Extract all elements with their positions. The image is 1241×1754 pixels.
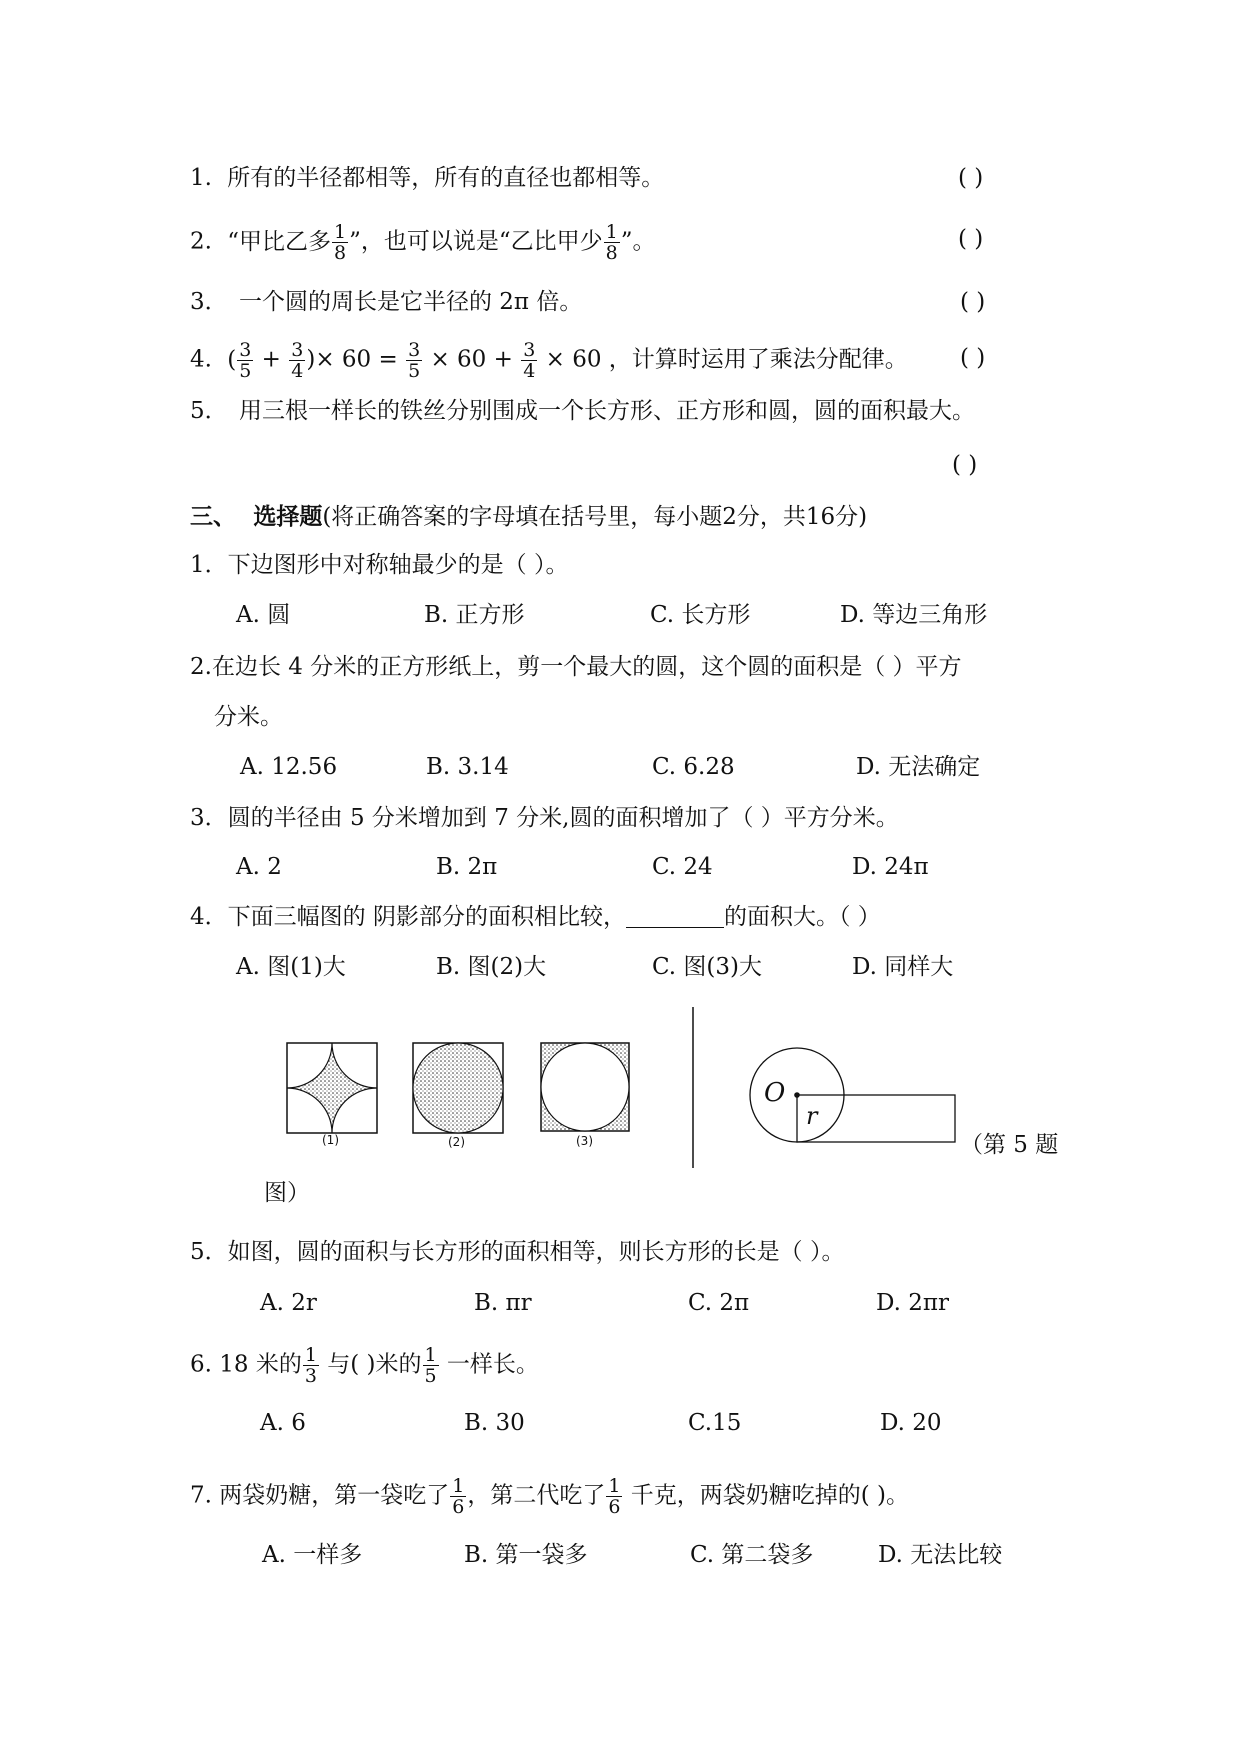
fraction: $\frac{3}{5}$: [408, 339, 421, 382]
figure-2: [413, 1043, 503, 1133]
q3-option-c[interactable]: C. 24: [652, 854, 713, 880]
item-number: 5．: [190, 398, 228, 424]
q1-option-c[interactable]: C. 长方形: [650, 602, 751, 628]
item-number: 2.: [190, 228, 212, 255]
fraction: $\frac{3}{4}$: [291, 339, 304, 382]
radius-label: r: [806, 1102, 818, 1130]
q4-option-b[interactable]: B. 图(2)大: [436, 954, 547, 980]
question-text: 千克，两袋奶糖吃掉的( )。: [623, 1482, 910, 1509]
q3-option-b[interactable]: B. 2π: [436, 854, 498, 880]
q5-option-c[interactable]: C. 2π: [688, 1290, 750, 1316]
item-number: 4.: [190, 346, 212, 373]
answer-paren-2[interactable]: ( ): [958, 226, 984, 252]
question-1: 1．下边图形中对称轴最少的是（ ）。: [190, 552, 569, 578]
q6-option-b[interactable]: B. 30: [464, 1410, 525, 1436]
math-op: × 60 +: [430, 346, 513, 373]
q2-option-b[interactable]: B. 3.14: [426, 754, 509, 780]
q7-option-d[interactable]: D. 无法比较: [878, 1542, 1003, 1568]
fraction: $\frac{1}{8}$: [605, 221, 618, 264]
answer-paren-5[interactable]: ( ): [952, 452, 978, 478]
q7-option-c[interactable]: C. 第二袋多: [690, 1542, 814, 1568]
q6-option-d[interactable]: D. 20: [880, 1410, 942, 1436]
fraction: $\frac{1}{5}$: [424, 1344, 437, 1387]
answer-paren-3[interactable]: ( ): [960, 289, 986, 315]
math-op: )× 60 =: [306, 346, 398, 373]
q4-option-a[interactable]: A. 图(1)大: [236, 954, 346, 980]
figure-1: [287, 1043, 377, 1133]
item-text: 用三根一样长的铁丝分别围成一个长方形、正方形和圆，圆的面积最大。: [238, 398, 975, 424]
question-text: 6. 18 米的: [190, 1351, 302, 1378]
math-paren: (: [227, 346, 237, 373]
fraction: $\frac{1}{3}$: [304, 1344, 317, 1387]
fraction: $\frac{3}{5}$: [239, 339, 252, 382]
section-title: 选择题: [253, 503, 323, 530]
item-text: 所有的半径都相等，所有的直径也都相等。: [227, 165, 665, 191]
q2-option-d[interactable]: D. 无法确定: [856, 754, 981, 780]
figure-caption-line-2: 图）: [264, 1180, 310, 1206]
q4-option-c[interactable]: C. 图(3)大: [652, 954, 762, 980]
question-text: ，第二代吃了: [467, 1482, 606, 1509]
item-text: ”，也可以说是“乙比甲少: [349, 228, 603, 255]
q6-option-a[interactable]: A. 6: [260, 1410, 306, 1436]
q7-option-a[interactable]: A. 一样多: [262, 1542, 363, 1568]
q5-option-a[interactable]: A. 2r: [260, 1290, 317, 1316]
question-text: 4．下面三幅图的 阴影部分的面积相比较，: [190, 904, 626, 930]
fraction: $\frac{1}{6}$: [608, 1475, 621, 1518]
q1-option-a[interactable]: A. 圆: [236, 602, 291, 628]
figure-3: [541, 1043, 629, 1131]
section-note: (将正确答案的字母填在括号里，每小题2分，共16分): [322, 504, 868, 530]
q2-option-c[interactable]: C. 6.28: [652, 754, 735, 780]
question-2-line-1: 2.在边长 4 分米的正方形纸上，剪一个最大的圆，这个圆的面积是（ ）平方: [190, 654, 962, 680]
fraction: $\frac{1}{8}$: [334, 221, 347, 264]
q1-option-b[interactable]: B. 正方形: [424, 602, 525, 628]
section-number: 三、: [190, 503, 236, 530]
item-text: “甲比乙多: [227, 228, 332, 255]
question-text: 与( )米的: [319, 1351, 422, 1378]
item-text: × 60 ，计算时运用了乘法分配律。: [545, 346, 908, 373]
fraction: $\frac{3}{4}$: [523, 339, 536, 382]
figure-3-label: (3): [576, 1134, 593, 1148]
q3-option-d[interactable]: D. 24π: [852, 854, 929, 880]
question-6: [190, 1345, 539, 1386]
q4-option-d[interactable]: D. 同样大: [852, 954, 954, 980]
question-text: 7. 两袋奶糖，第一袋吃了: [190, 1482, 450, 1509]
question-text: 的面积大。（ ）: [723, 904, 881, 930]
item-number: 1.: [190, 165, 212, 191]
question-text: 一样长。: [439, 1351, 539, 1378]
item-text: 一个圆的周长是它半径的 2π 倍。: [238, 289, 583, 315]
figure-caption-line-1: （第 5 题: [960, 1132, 1059, 1158]
question-3: 3．圆的半径由 5 分米增加到 7 分米,圆的面积增加了（ ）平方分米。: [190, 805, 899, 831]
q5-option-d[interactable]: D. 2πr: [876, 1290, 949, 1316]
q3-option-a[interactable]: A. 2: [236, 854, 282, 880]
figure-2-label: (2): [448, 1135, 465, 1149]
q1-option-d[interactable]: D. 等边三角形: [840, 602, 988, 628]
question-7: [190, 1476, 909, 1517]
question-5: 5．如图，圆的面积与长方形的面积相等，则长方形的长是（ ）。: [190, 1239, 845, 1265]
item-number: 3．: [190, 289, 228, 315]
q6-option-c[interactable]: C.15: [688, 1410, 742, 1436]
figure-1-label: (1): [322, 1133, 339, 1147]
q2-option-a[interactable]: A. 12.56: [240, 754, 338, 780]
answer-paren-4[interactable]: ( ): [960, 345, 986, 371]
answer-paren-1[interactable]: ( ): [958, 165, 984, 191]
question-2-line-2: 分米。: [214, 704, 283, 730]
math-op: +: [261, 346, 281, 373]
q7-option-b[interactable]: B. 第一袋多: [464, 1542, 588, 1568]
circle-center-label: O: [764, 1078, 786, 1108]
q5-option-b[interactable]: B. πr: [474, 1290, 532, 1316]
item-text: ”。: [620, 228, 656, 255]
fraction: $\frac{1}{6}$: [452, 1475, 465, 1518]
